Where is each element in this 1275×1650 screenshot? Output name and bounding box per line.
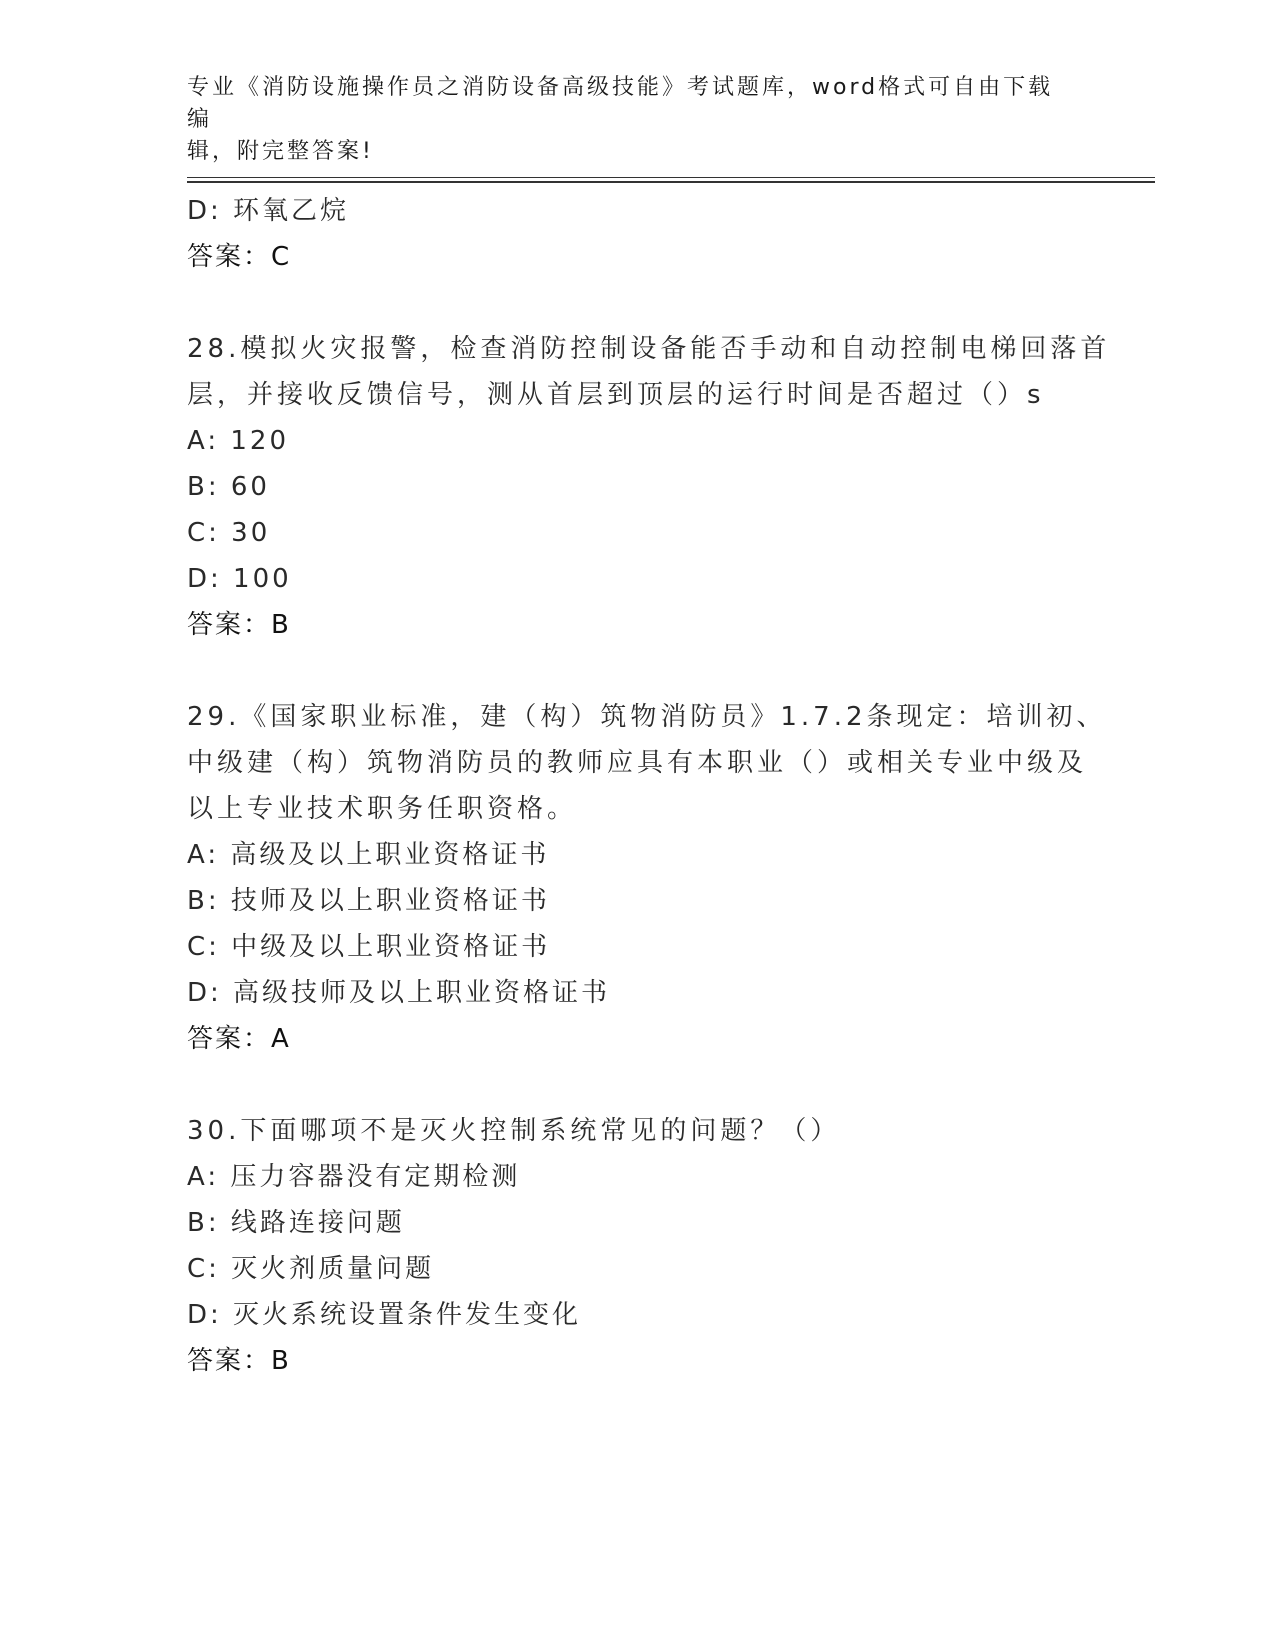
question-text: 29.《国家职业标准，建（构）筑物消防员》1.7.2条现定：培训初、 [187, 702, 1107, 732]
option-d: D: 100 [187, 564, 292, 594]
option-b: B: 技师及以上职业资格证书 [187, 886, 550, 916]
option-a: A: 压力容器没有定期检测 [187, 1162, 521, 1192]
answer-line: 答案：C [187, 242, 292, 272]
header-line-1: 专业《消防设施操作员之消防设备高级技能》考试题库，word格式可自由下载编 [187, 75, 1054, 132]
option-c: C: 灭火剂质量问题 [187, 1254, 435, 1284]
option-a: A: 120 [187, 426, 289, 456]
document-body [187, 188, 1111, 1384]
header-line-2: 辑，附完整答案! [187, 139, 374, 164]
spacer [187, 648, 1087, 694]
answer-line: 答案：B [187, 1346, 291, 1376]
question-text: 30.下面哪项不是灭火控制系统常见的问题？（） [187, 1116, 841, 1146]
option-a: A: 高级及以上职业资格证书 [187, 840, 550, 870]
spacer [187, 1062, 1087, 1108]
answer-line: 答案：A [187, 1024, 291, 1054]
option-d: D: 环氧乙烷 [187, 196, 350, 226]
option-b: B: 线路连接问题 [187, 1208, 405, 1238]
header-divider-bottom [187, 181, 1155, 183]
header-divider-top [187, 177, 1155, 178]
question-29 [187, 694, 1107, 1062]
question-text: 层，并接收反馈信号，测从首层到顶层的运行时间是否超过（）s [187, 380, 1045, 410]
option-b: B: 60 [187, 472, 270, 502]
question-30 [187, 1108, 1087, 1384]
option-c: C: 中级及以上职业资格证书 [187, 932, 551, 962]
document-header [187, 72, 1067, 168]
option-c: C: 30 [187, 518, 271, 548]
question-text: 28.模拟火灾报警，检查消防控制设备能否手动和自动控制电梯回落首 [187, 334, 1111, 364]
question-text: 以上专业技术职务任职资格。 [187, 794, 578, 824]
question-28 [187, 326, 1111, 648]
question-text: 中级建（构）筑物消防员的教师应具有本职业（）或相关专业中级及 [187, 748, 1088, 778]
spacer [187, 280, 1087, 326]
option-d: D: 高级技师及以上职业资格证书 [187, 978, 611, 1008]
option-d: D: 灭火系统设置条件发生变化 [187, 1300, 582, 1330]
answer-line: 答案：B [187, 610, 291, 640]
